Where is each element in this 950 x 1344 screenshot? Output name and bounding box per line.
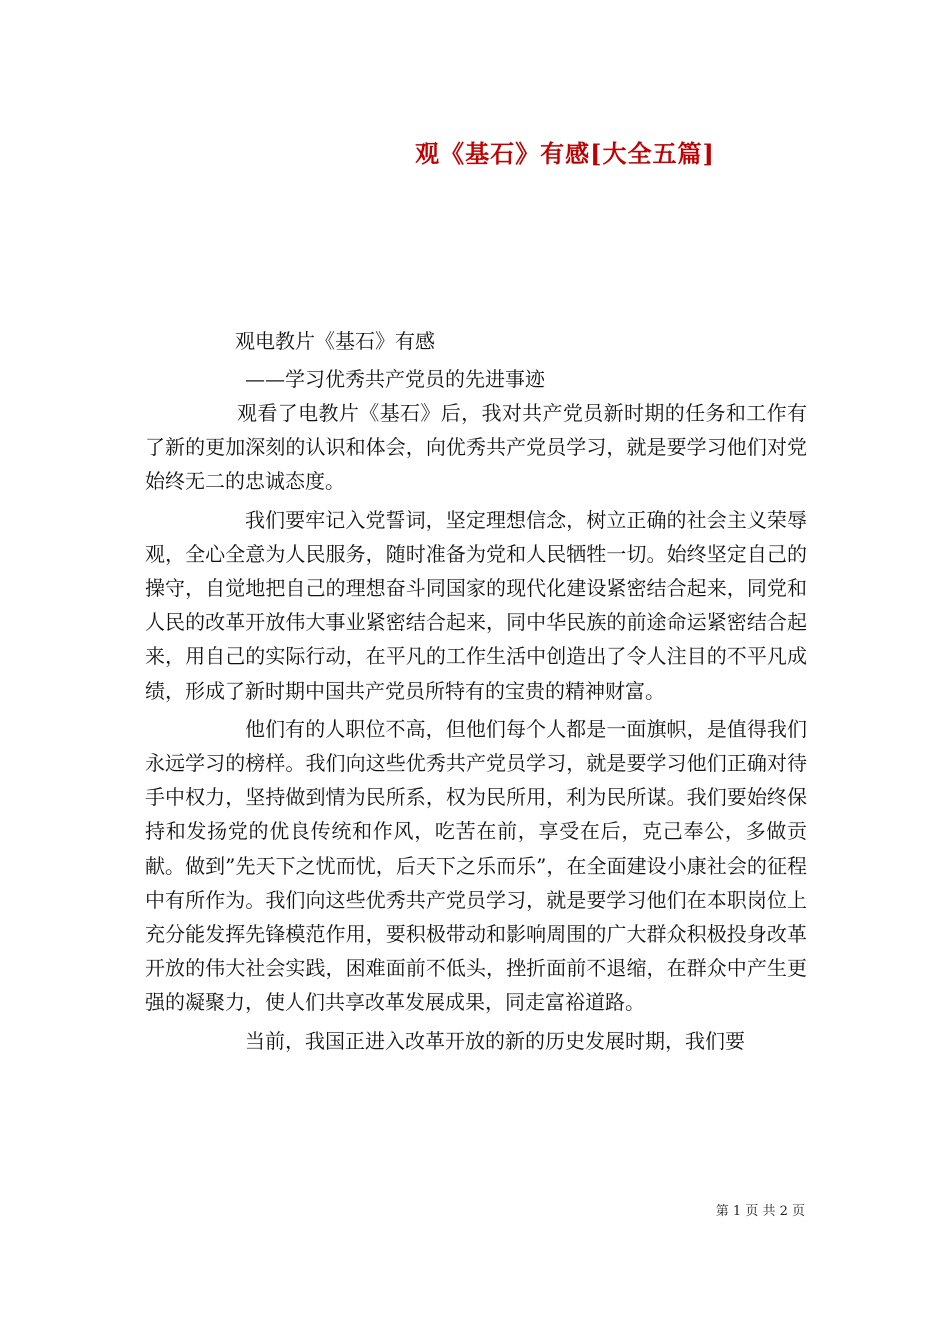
document-subtitle: ——学习优秀共产党员的先进事迹: [245, 367, 545, 391]
paragraph: 我们要牢记入党誓词，坚定理想信念，树立正确的社会主义荣辱观，全心全意为人民服务，随时准备为党和人民牺牲一切。始终坚定自己的操守，自觉地把自己的理想奋斗同国家的现代化建设紧密结合起来，同党和人民的改革开放伟大事业紧密结合起来，同中华民族的前途命运紧密结合起来，用自己的实际行动，在平凡的工作生活中创造出了令人注目的不平凡成绩，形成了新时期中国共产党员所特有的宝贵的精神财富。: [145, 507, 807, 703]
document-subheading: 观电教片《基石》有感: [235, 329, 435, 353]
page-number-footer: 第 1 页 共 2 页: [715, 1204, 805, 1219]
paragraph: 观看了电教片《基石》后，我对共产党员新时期的任务和工作有了新的更加深刻的认识和体会，向优秀共产党员学习，就是要学习他们对党始终无二的忠诚态度。: [145, 401, 807, 494]
document-body: [145, 396, 807, 1062]
document-title: 观《基石》有感[大全五篇]: [415, 139, 715, 168]
paragraph: 他们有的人职位不高，但他们每个人都是一面旗帜，是值得我们永远学习的榜样。我们向这些优秀共产党员学习，就是要学习他们正确对待手中权力，坚持做到情为民所系，权为民所用，利为民所谋。我们要始终保持和发扬党的优良传统和作风，吃苦在前，享受在后，克己奉公，多做贡献。做到”先天下之忧而忧，后天下之乐而乐”，在全面建设小康社会的征程中有所作为。我们向这些优秀共产党员学习，就是要学习他们在本职岗位上充分能发挥先锋模范作用，要积极带动和影响周围的广大群众积极投身改革开放的伟大社会实践，困难面前不低头，挫折面前不退缩，在群众中产生更强的凝聚力，使人们共享改革发展成果，同走富裕道路。: [145, 716, 807, 1015]
paragraph: 当前，我国正进入改革开放的新的历史发展时期，我们要: [245, 1028, 745, 1053]
